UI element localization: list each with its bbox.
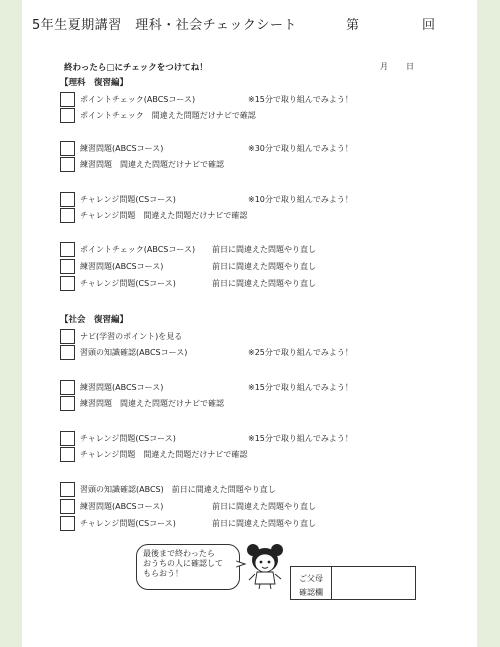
- parent-confirmation-box: [290, 566, 416, 600]
- checkbox[interactable]: [60, 108, 75, 123]
- task-label: 練習問題(ABCSコース): [80, 502, 164, 511]
- instruction-text: 終わったら□にチェックをつけてね！: [64, 63, 208, 73]
- task-label: 練習問題 間違えた問題だけナビで確認: [80, 160, 224, 169]
- checkbox[interactable]: [60, 92, 75, 107]
- checkbox[interactable]: [60, 482, 75, 497]
- page-title: 5年生夏期講習 理科・社会チェックシート: [32, 18, 297, 33]
- bubble-line: 最後まで終わったら: [143, 549, 215, 558]
- task-label: チャレンジ問題(CSコース): [80, 195, 176, 204]
- checkbox[interactable]: [60, 380, 75, 395]
- task-label: ポイントチェック(ABCSコース): [80, 95, 196, 104]
- science-heading: 【理科 復習編】: [60, 78, 129, 88]
- confirmation-label: 確認欄: [299, 588, 323, 597]
- task-label: ポイントチェック(ABCSコース): [80, 245, 196, 254]
- task-label: 練習問題 間違えた問題だけナビで確認: [80, 399, 224, 408]
- checkbox[interactable]: [60, 242, 75, 257]
- session-suffix: 回: [422, 18, 436, 33]
- parent-label: ご父母: [299, 574, 323, 583]
- checkbox[interactable]: [60, 157, 75, 172]
- social-heading: 【社会 復習編】: [60, 315, 129, 325]
- task-note: 前日に間違えた問題やり直し: [212, 502, 316, 511]
- task-label: 練習問題(ABCSコース): [80, 262, 164, 271]
- session-prefix: 第: [346, 18, 360, 33]
- task-label: 練習問題(ABCSコース): [80, 383, 164, 392]
- date-month: 月: [380, 62, 388, 71]
- task-label: ナビ(学習のポイント)を見る: [80, 332, 183, 341]
- task-label: チャレンジ問題(CSコース): [80, 434, 176, 443]
- checkbox[interactable]: [60, 516, 75, 531]
- task-label: 練習問題(ABCSコース): [80, 144, 164, 153]
- checkbox[interactable]: [60, 447, 75, 462]
- task-note: ※25分で取り組んでみよう！: [248, 348, 353, 357]
- task-label: 習頭の知識確認(ABCSコース): [80, 348, 188, 357]
- task-label: チャレンジ問題(CSコース): [80, 279, 176, 288]
- task-label: チャレンジ問題(CSコース): [80, 519, 176, 528]
- checkbox[interactable]: [60, 499, 75, 514]
- checkbox[interactable]: [60, 192, 75, 207]
- checkbox[interactable]: [60, 208, 75, 223]
- checkbox[interactable]: [60, 431, 75, 446]
- task-note: ※15分で取り組んでみよう！: [248, 434, 353, 443]
- bubble-line: おうちの人に確認して: [143, 559, 223, 568]
- checkbox[interactable]: [60, 329, 75, 344]
- checkbox[interactable]: [60, 276, 75, 291]
- task-label: チャレンジ問題 間違えた問題だけナビで確認: [80, 211, 248, 220]
- task-note: ※15分で取り組んでみよう！: [248, 95, 353, 104]
- task-note: ※30分で取り組んでみよう！: [248, 144, 353, 153]
- speech-bubble: [136, 544, 240, 590]
- checkbox[interactable]: [60, 396, 75, 411]
- task-note: 前日に間違えた問題やり直し: [212, 245, 316, 254]
- task-note: ※15分で取り組んでみよう！: [248, 383, 353, 392]
- task-note: ※10分で取り組んでみよう！: [248, 195, 353, 204]
- task-note: 前日に間違えた問題やり直し: [212, 262, 316, 271]
- task-label: 習頭の知識確認(ABCS) 前日に間違えた問題やり直し: [80, 485, 276, 494]
- box-divider: [331, 567, 332, 599]
- task-label: チャレンジ問題 間違えた問題だけナビで確認: [80, 450, 248, 459]
- task-label: ポイントチェック 間違えた問題だけナビで確認: [80, 111, 256, 120]
- checkbox[interactable]: [60, 259, 75, 274]
- girl-character-icon: [244, 540, 286, 590]
- task-note: 前日に間違えた問題やり直し: [212, 279, 316, 288]
- bubble-line: もらおう！: [143, 569, 183, 578]
- task-note: 前日に間違えた問題やり直し: [212, 519, 316, 528]
- checkbox[interactable]: [60, 345, 75, 360]
- date-day: 日: [406, 62, 414, 71]
- checkbox[interactable]: [60, 141, 75, 156]
